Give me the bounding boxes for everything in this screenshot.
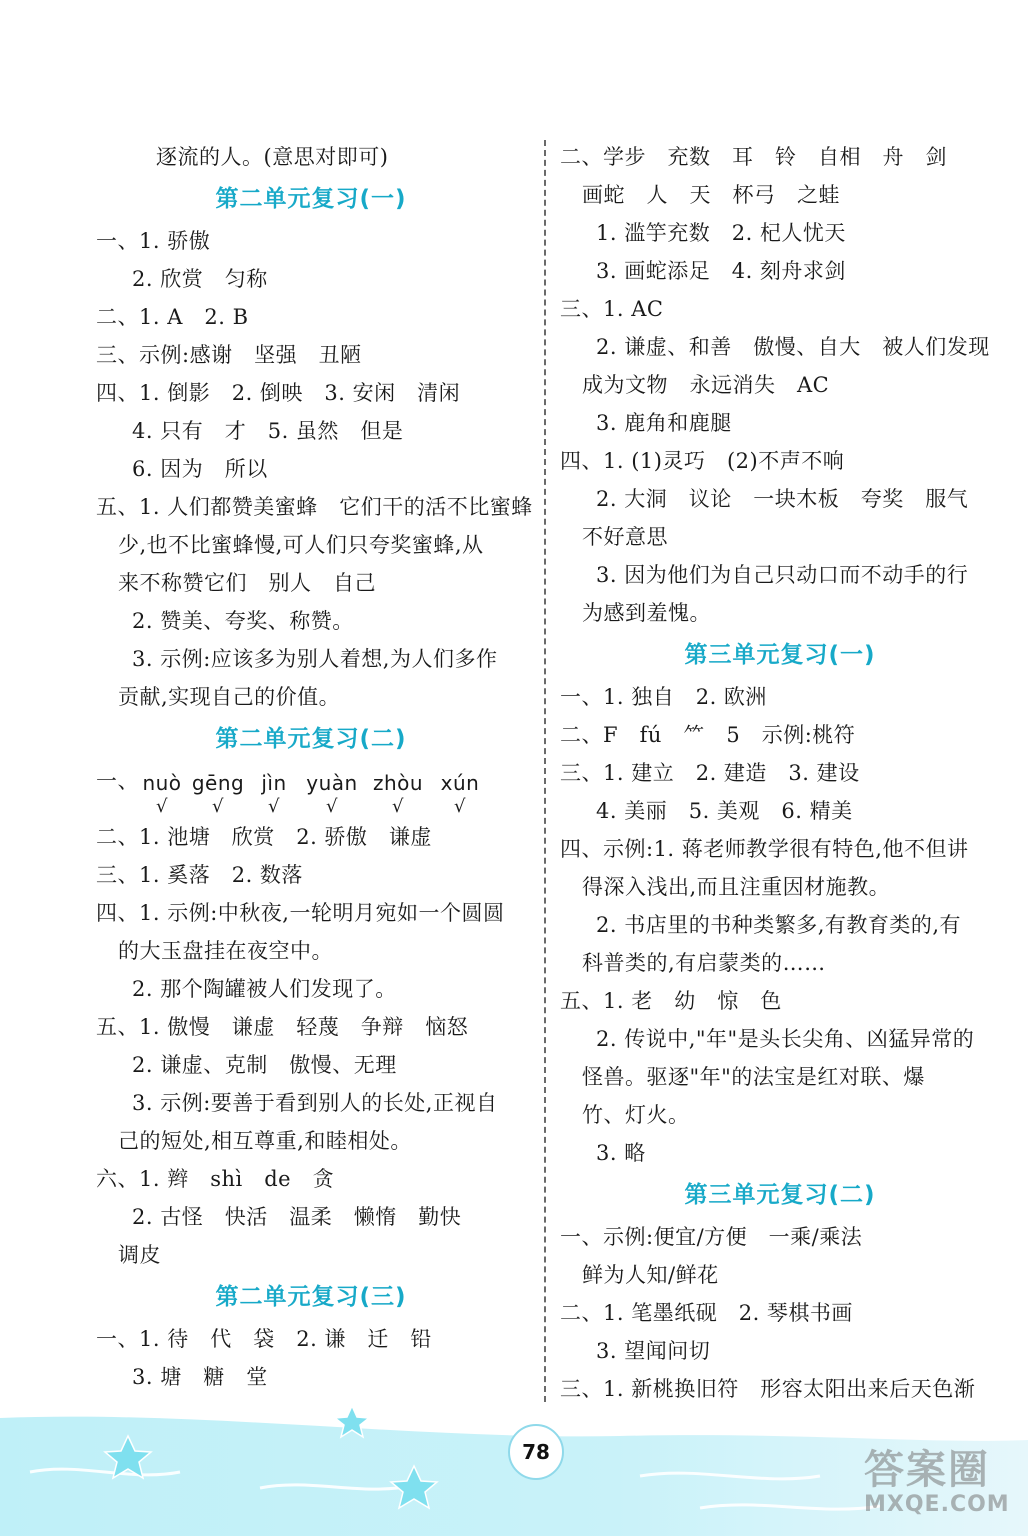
answer-line: 2. 书店里的书种类繁多,有教育类的,有 [596,913,962,937]
answer-line: 二、F fú ⺮ 5 示例:桃符 [560,723,856,747]
answer-line: 四、1. 倒影 2. 倒映 3. 安闲 清闲 [96,381,461,405]
answer-line: 己的短处,相互尊重,和睦相处。 [118,1129,412,1153]
answer-line: 三、1. 新桃换旧符 形容太阳出来后天色渐 [560,1377,976,1401]
answer-line: 2. 谦虚、克制 傲慢、无理 [132,1053,397,1077]
check-icon: √ [156,796,168,817]
intro-line: 逐流的人。(意思对即可) [156,145,389,169]
answer-line: 五、1. 傲慢 谦虚 轻蔑 争辩 恼怒 [96,1015,469,1039]
answer-line: 三、示例:感谢 坚强 丑陋 [96,343,362,367]
page-number: 78 [508,1424,564,1480]
check-icon: √ [326,796,338,817]
answer-line: 3. 望闻问切 [596,1339,711,1363]
answer-line: 四、示例:1. 蒋老师教学很有特色,他不但讲 [560,837,969,861]
answer-line: 2. 欣赏 匀称 [132,267,268,291]
answer-line: 三、1. AC [560,297,664,321]
pinyin-prefix: 一、 [96,769,139,793]
answer-line: 3. 鹿角和鹿腿 [596,411,732,435]
answer-line: 得深入浅出,而且注重因材施教。 [582,875,891,899]
answer-line: 为感到羞愧。 [582,601,711,625]
watermark-logo: 答案圈 [864,1447,990,1493]
answer-line: 3. 因为他们为自己只动口而不动手的行 [596,563,969,587]
answer-line: 3. 略 [596,1141,646,1165]
answer-line: 4. 只有 才 5. 虽然 但是 [132,419,404,443]
right-column [560,138,1000,1408]
answer-line: 四、1. 示例:中秋夜,一轮明月宛如一个圆圆 [96,901,505,925]
pinyin-item: zhòu √ [368,764,428,816]
watermark [864,1448,1014,1528]
answer-line: 4. 美丽 5. 美观 6. 精美 [596,799,853,823]
left-column [96,138,533,1396]
answer-line: 2. 传说中,"年"是头长尖角、凶猛异常的 [596,1027,975,1051]
pinyin-item: gēng √ [188,764,248,816]
pinyin-item: nuò √ [132,764,192,816]
section-title-u3r1: 第三单元复习(一) [684,642,876,668]
answer-line: 来不称赞它们 别人 自己 [118,571,376,595]
answer-line: 科普类的,有启蒙类的…… [582,951,826,975]
answer-line: 2. 大洞 议论 一块木板 夸奖 服气 [596,487,969,511]
answer-line: 三、1. 建立 2. 建造 3. 建设 [560,761,860,785]
answer-line: 2. 古怪 快活 温柔 懒惰 勤快 [132,1205,462,1229]
check-icon: √ [392,796,404,817]
answer-line: 的大玉盘挂在夜空中。 [118,939,333,963]
answer-line: 一、1. 骄傲 [96,229,211,253]
answer-line: 五、1. 老 幼 惊 色 [560,989,782,1013]
check-icon: √ [212,796,224,817]
section-title-u2r3: 第二单元复习(三) [215,1284,407,1310]
answer-line: 画蛇 人 天 杯弓 之蛙 [582,183,840,207]
answer-line: 三、1. 奚落 2. 数落 [96,863,303,887]
answer-line: 鲜为人知/鲜花 [582,1263,719,1287]
answer-line: 3. 塘 糖 堂 [132,1365,268,1389]
answer-line: 3. 画蛇添足 4. 刻舟求剑 [596,259,846,283]
check-icon: √ [268,796,280,817]
pinyin-item: yuàn √ [302,764,362,816]
section-title-u2r1: 第二单元复习(一) [215,186,407,212]
answer-line: 二、学步 充数 耳 铃 自相 舟 剑 [560,145,947,169]
answer-line: 一、示例:便宜/方便 一乘/乘法 [560,1225,863,1249]
answer-line: 怪兽。驱逐"年"的法宝是红对联、爆 [582,1065,925,1089]
answer-line: 二、1. 笔墨纸砚 2. 琴棋书画 [560,1301,853,1325]
answer-line: 成为文物 永远消失 AC [582,373,830,397]
pinyin-row [96,762,526,818]
pinyin-item: xún √ [430,764,490,816]
answer-line: 3. 示例:应该多为别人着想,为人们多作 [132,647,498,671]
answer-line: 少,也不比蜜蜂慢,可人们只夸奖蜜蜂,从 [118,533,484,557]
answer-line: 1. 滥竽充数 2. 杞人忧天 [596,221,846,245]
pinyin-item: jìn √ [244,764,304,816]
answer-line: 二、1. 池塘 欣赏 2. 骄傲 谦虚 [96,825,432,849]
answer-line: 贡献,实现自己的价值。 [118,685,341,709]
section-title-u3r2: 第三单元复习(二) [684,1182,876,1208]
column-divider [544,140,546,1402]
answer-line: 一、1. 待 代 袋 2. 谦 迁 铅 [96,1327,432,1351]
answer-line: 五、1. 人们都赞美蜜蜂 它们干的活不比蜜蜂 [96,495,533,519]
answer-line: 竹、灯火。 [582,1103,690,1127]
answer-line: 6. 因为 所以 [132,457,268,481]
answer-line: 2. 谦虚、和善 傲慢、自大 被人们发现 [596,335,990,359]
answer-line: 一、1. 独自 2. 欧洲 [560,685,767,709]
check-icon: √ [454,796,466,817]
answer-line: 四、1. (1)灵巧 (2)不声不响 [560,449,845,473]
section-title-u2r2: 第二单元复习(二) [215,726,407,752]
answer-line: 2. 那个陶罐被人们发现了。 [132,977,397,1001]
answer-line: 二、1. A 2. B [96,305,249,329]
answer-line: 2. 赞美、夸奖、称赞。 [132,609,354,633]
answer-line: 六、1. 辫 shì de 贪 [96,1167,335,1191]
watermark-url: MXQE.COM [864,1492,1010,1517]
answer-line: 调皮 [118,1243,161,1267]
answer-line: 3. 示例:要善于看到别人的长处,正视自 [132,1091,498,1115]
answer-line: 不好意思 [582,525,668,549]
